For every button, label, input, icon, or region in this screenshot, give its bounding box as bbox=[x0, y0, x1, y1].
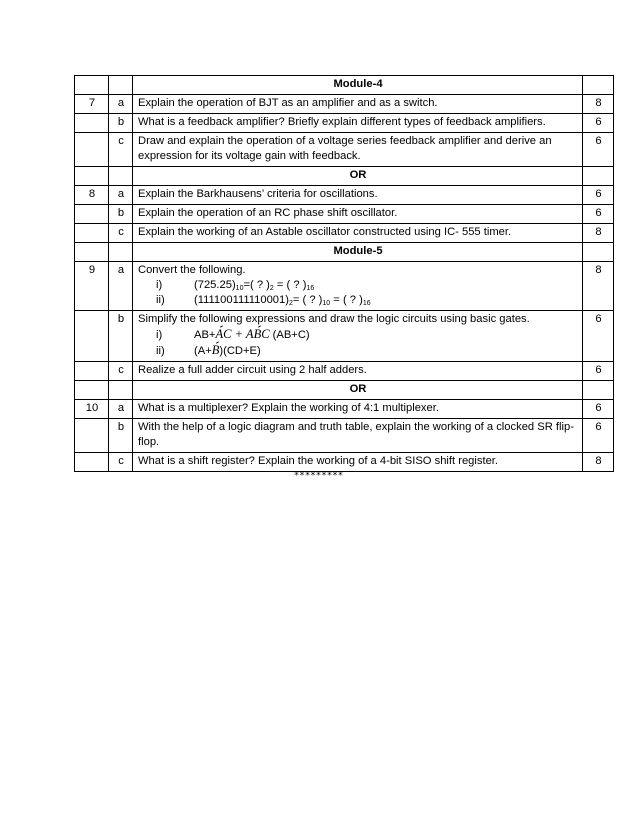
module-4-header-row bbox=[75, 76, 614, 95]
question-text: What is a shift register? Explain the working of a 4-bit SISO shift register. bbox=[133, 453, 583, 472]
base-subscript: 2 bbox=[288, 300, 293, 307]
or-label: OR bbox=[133, 381, 583, 400]
expr-part: = ( ? ) bbox=[330, 294, 363, 306]
question-row bbox=[75, 186, 614, 205]
variable: C bbox=[223, 327, 232, 341]
marks: 8 bbox=[583, 224, 614, 243]
base-subscript: 10 bbox=[322, 300, 331, 307]
expr-part: AB+ bbox=[194, 329, 216, 341]
marks: 6 bbox=[583, 186, 614, 205]
question-row bbox=[75, 114, 614, 133]
end-of-paper-marker: ********* bbox=[294, 471, 344, 481]
sub-question-label: c bbox=[109, 362, 133, 381]
question-text: With the help of a logic diagram and truth table, explain the working of a clocked SR flip-flop. bbox=[133, 419, 583, 453]
sub-question-label: a bbox=[109, 95, 133, 114]
expr-part: =( ? ) bbox=[243, 279, 270, 291]
module-heading: Module-4 bbox=[133, 76, 583, 95]
question-row bbox=[75, 362, 614, 381]
item-label: ii) bbox=[156, 345, 165, 357]
marks: 8 bbox=[583, 95, 614, 114]
marks: 6 bbox=[583, 419, 614, 453]
base-subscript: 16 bbox=[362, 300, 371, 307]
expr-part: = ( ? ) bbox=[273, 279, 307, 291]
expression-item-ii bbox=[138, 343, 578, 359]
sub-question-label: b bbox=[109, 114, 133, 133]
base-subscript: 2 bbox=[269, 285, 274, 292]
sub-question-label: b bbox=[109, 419, 133, 453]
sub-question-label: c bbox=[109, 133, 133, 167]
marks: 6 bbox=[583, 311, 614, 362]
base-subscript: 16 bbox=[306, 285, 315, 292]
expr-part: (111100111110001) bbox=[194, 294, 289, 306]
question-number: 7 bbox=[75, 95, 109, 114]
expr-part: )(CD+E) bbox=[219, 345, 261, 357]
question-text: What is a multiplexer? Explain the working of 4:1 multiplexer. bbox=[133, 400, 583, 419]
variable: A bbox=[245, 327, 254, 341]
sub-question-label: c bbox=[109, 224, 133, 243]
expr-part: (725.25) bbox=[194, 279, 236, 291]
sub-question-label: a bbox=[109, 400, 133, 419]
or-label: OR bbox=[133, 167, 583, 186]
complemented-variable: B bbox=[211, 343, 220, 357]
or-separator-row bbox=[75, 381, 614, 400]
expr-part: (AB+C) bbox=[269, 329, 310, 341]
module-heading: Module-5 bbox=[133, 243, 583, 262]
operator: + bbox=[231, 327, 246, 341]
question-text: Simplify the following expressions and draw the logic circuits using basic gates. bbox=[138, 313, 530, 325]
marks: 6 bbox=[583, 362, 614, 381]
marks: 8 bbox=[583, 262, 614, 311]
question-text: Explain the operation of an RC phase shift oscillator. bbox=[133, 205, 583, 224]
question-text: Explain the operation of BJT as an amplifier and as a switch. bbox=[133, 95, 583, 114]
question-row bbox=[75, 453, 614, 472]
question-row bbox=[75, 400, 614, 419]
item-label: i) bbox=[156, 279, 163, 291]
question-text: Realize a full adder circuit using 2 half adders. bbox=[133, 362, 583, 381]
expr-part: (A+ bbox=[194, 345, 212, 357]
question-table bbox=[74, 75, 614, 472]
marks: 6 bbox=[583, 114, 614, 133]
question-text: What is a feedback amplifier? Briefly explain different types of feedback amplifiers. bbox=[133, 114, 583, 133]
marks: 6 bbox=[583, 205, 614, 224]
marks: 8 bbox=[583, 453, 614, 472]
variable: C bbox=[261, 327, 270, 341]
marks: 6 bbox=[583, 133, 614, 167]
question-number: 10 bbox=[75, 400, 109, 419]
question-text-block bbox=[133, 311, 583, 362]
module-5-header-row bbox=[75, 243, 614, 262]
question-text: Draw and explain the operation of a voltage series feedback amplifier and derive an expression for its voltage gain with feedback. bbox=[133, 133, 583, 167]
sub-question-label: b bbox=[109, 205, 133, 224]
question-text: Explain the working of an Astable oscillator constructed using IC- 555 timer. bbox=[133, 224, 583, 243]
question-row bbox=[75, 419, 614, 453]
sub-question-label: c bbox=[109, 453, 133, 472]
question-row bbox=[75, 205, 614, 224]
sub-question-label: a bbox=[109, 186, 133, 205]
question-row bbox=[75, 224, 614, 243]
question-number: 9 bbox=[75, 262, 109, 311]
item-label: ii) bbox=[156, 294, 165, 306]
conversion-item-ii bbox=[138, 293, 578, 308]
question-row bbox=[75, 133, 614, 167]
complemented-variable: B bbox=[253, 327, 262, 341]
question-text: Convert the following. bbox=[138, 264, 246, 276]
expr-part: = ( ? ) bbox=[292, 294, 323, 306]
item-label: i) bbox=[156, 329, 163, 341]
sub-question-label: a bbox=[109, 262, 133, 311]
sub-question-label: b bbox=[109, 311, 133, 362]
question-row bbox=[75, 262, 614, 311]
complemented-variable: A bbox=[215, 327, 224, 341]
question-text-block bbox=[133, 262, 583, 311]
or-separator-row bbox=[75, 167, 614, 186]
base-subscript: 10 bbox=[235, 285, 244, 292]
expression-item-i bbox=[138, 327, 578, 343]
question-row bbox=[75, 311, 614, 362]
question-text: Explain the Barkhausens’ criteria for oscillations. bbox=[133, 186, 583, 205]
conversion-item-i bbox=[138, 278, 578, 293]
question-row bbox=[75, 95, 614, 114]
question-number: 8 bbox=[75, 186, 109, 205]
marks: 6 bbox=[583, 400, 614, 419]
